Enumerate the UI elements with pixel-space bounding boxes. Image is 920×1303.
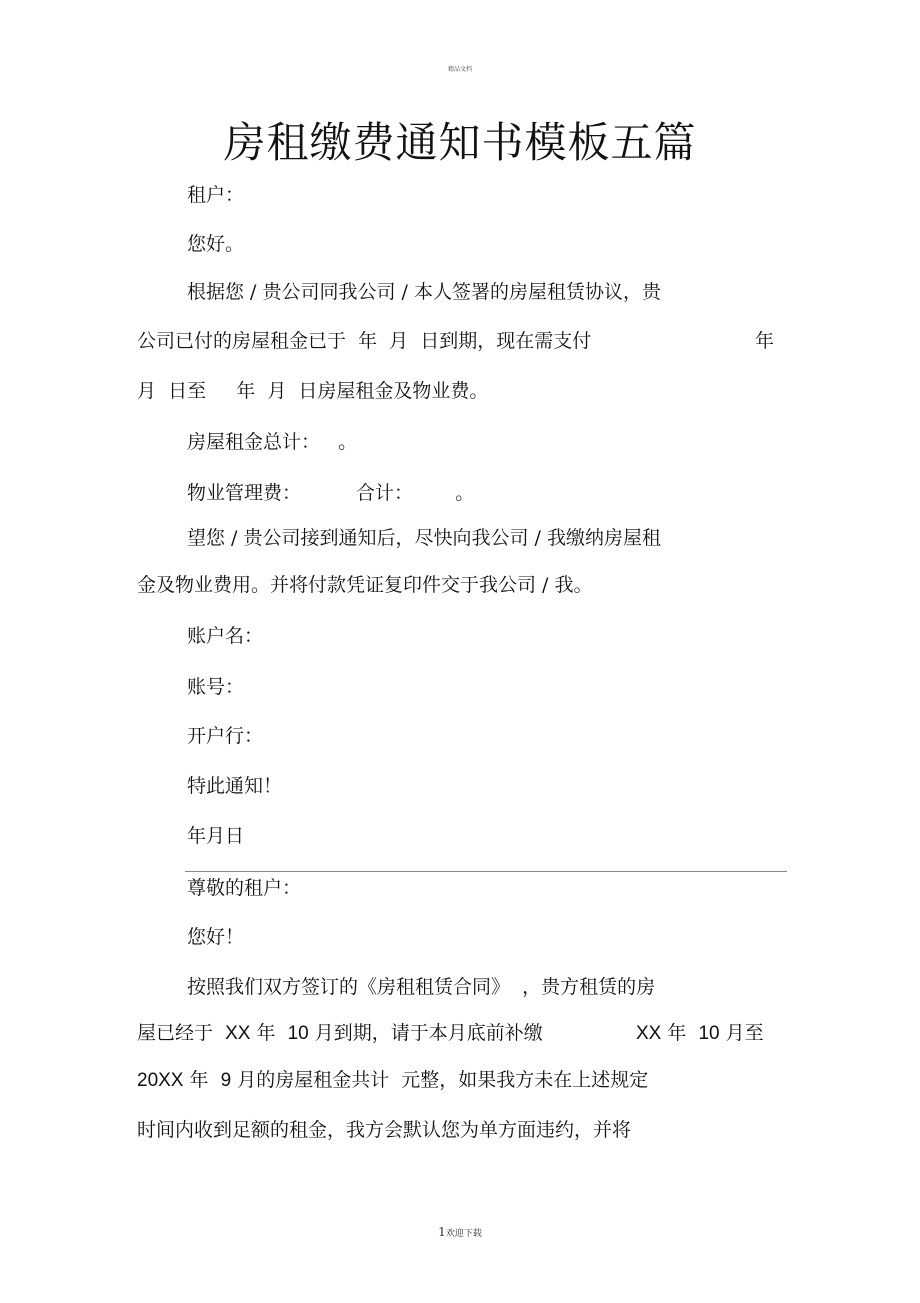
notice1-salutation: 租户： [187,184,245,206]
notice2-line2-month: 10 [287,1023,309,1044]
notice2-line2-year2: XX [636,1023,662,1044]
notice2-line2 [137,1021,543,1046]
page-number: 1 [438,1225,446,1239]
notice2-line2-text-d: 年 [661,1022,699,1044]
notice2-line2-text-b: 年 [250,1022,288,1044]
closing-line: 特此通知！ [187,775,283,797]
notice1-para2-line1: 望您 / 贵公司接到通知后，尽快向我公司 / 我缴纳房屋租 [187,527,661,549]
notice2-line2-text-e: 月至 [719,1022,764,1044]
bank-label: 开户行： [187,725,264,747]
notice2-line3-month: 9 [220,1070,232,1091]
rent-total-line: 房屋租金总计： 。 [187,431,358,453]
notice2-salutation: 尊敬的租户： [187,877,302,899]
notice2-line1: 按照我们双方签订的《房租租赁合同》 ，贵方租赁的房 [187,976,656,998]
footer-text: 欢迎下载 [445,1229,482,1239]
notice2-line2-text-c: 月到期，请于本月底前补缴 [308,1022,543,1044]
notice2-line2-month2: 10 [698,1023,720,1044]
document-title: 房租缴费通知书模板五篇 [223,118,697,167]
notice1-greeting: 您好。 [187,233,245,255]
notice1-para1-line3: 月 日至 年 月 日房屋租金及物业费。 [137,380,489,402]
notice2-line3 [137,1068,648,1093]
section-divider [185,871,787,872]
notice1-para1-line2-year: 年 [755,330,775,352]
notice2-line4: 时间内收到足额的租金，我方会默认您为单方面违约，并将 [137,1119,632,1141]
notice1-para1-line1: 根据您 / 贵公司同我公司 / 本人签署的房屋租赁协议，贵 [187,281,661,303]
page-header-label: 精品文档 [447,66,472,73]
notice2-greeting: 您好！ [187,926,245,948]
notice2-line2-tail [636,1021,764,1046]
account-number-label: 账号： [187,676,245,698]
notice2-line3-text-a: 年 [183,1069,221,1091]
notice1-para1-line2: 公司已付的房屋租金已于 年 月 日到期，现在需支付 [137,330,592,352]
sum-total-label: 合计： 。 [356,482,475,504]
account-name-label: 账户名： [187,625,264,647]
notice2-line3-text-b: 月的房屋租金共计 元整，如果我方未在上述规定 [231,1069,649,1091]
management-fee-label: 物业管理费： [187,482,302,504]
date-line: 年月日 [187,825,245,847]
notice1-para2-line2: 金及物业费用。并将付款凭证复印件交于我公司 / 我。 [137,574,593,596]
notice2-line2-text-a: 屋已经于 [137,1022,226,1044]
page-footer [0,1225,920,1239]
notice2-line3-year: 20XX [137,1070,184,1091]
notice2-line2-year-placeholder: XX [225,1023,251,1044]
